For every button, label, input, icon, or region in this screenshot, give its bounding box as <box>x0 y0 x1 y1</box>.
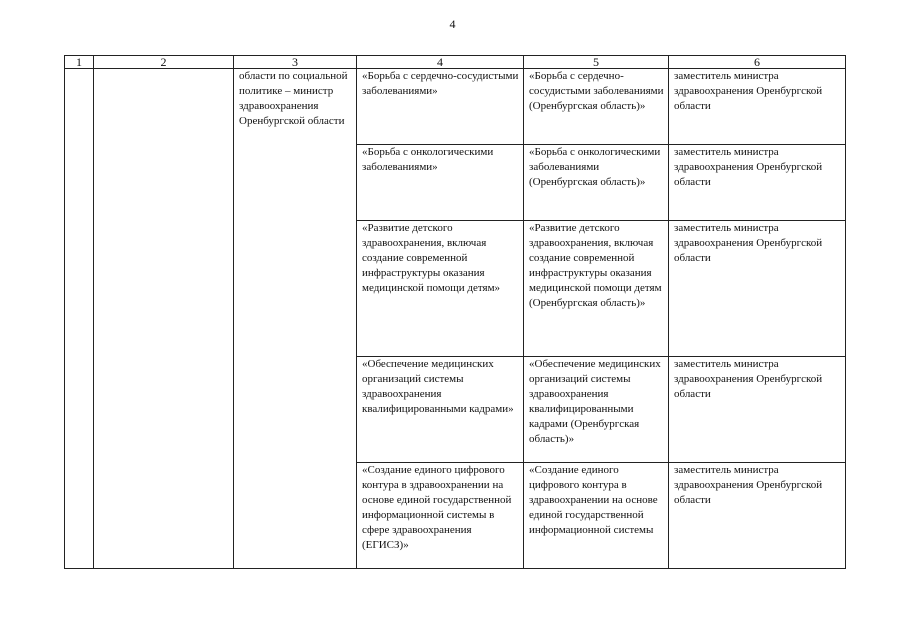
regional-project-text: «Обеспечение медицинских организаций системы здравоохранения квалифицированными кадрами (Оренбургская область)» <box>529 358 661 445</box>
column-1-cell <box>65 69 94 569</box>
responsible-official-text: области по социальной политике – министр здравоохранения Оренбургской области <box>239 70 348 127</box>
project-lead-text: заместитель министра здравоохранения Оренбургской области <box>674 146 823 188</box>
regional-project-cell <box>524 221 669 357</box>
table-row <box>65 69 846 145</box>
regional-project-text: «Создание единого цифрового контура в здравоохранении на основе единой государственной информационной системы <box>529 464 658 536</box>
column-header-3: 3 <box>234 56 357 69</box>
federal-project-cell <box>357 69 524 145</box>
regional-project-cell <box>524 357 669 463</box>
column-header-6: 6 <box>669 56 846 69</box>
table-header-row <box>65 56 846 69</box>
regional-project-text: «Борьба с онкологическими заболеваниями (Оренбургская область)» <box>529 146 661 188</box>
projects-table <box>64 55 846 569</box>
federal-project-cell <box>357 463 524 569</box>
project-lead-cell <box>669 221 846 357</box>
federal-project-text: «Обеспечение медицинских организаций системы здравоохранения квалифицированными кадрами» <box>362 358 514 415</box>
column-header-5: 5 <box>524 56 669 69</box>
project-lead-cell <box>669 463 846 569</box>
federal-project-cell <box>357 357 524 463</box>
federal-project-text: «Борьба с онкологическими заболеваниями» <box>362 146 494 173</box>
project-lead-text: заместитель министра здравоохранения Оренбургской области <box>674 70 823 112</box>
project-lead-text: заместитель министра здравоохранения Оренбургской области <box>674 222 823 264</box>
regional-project-text: «Развитие детского здравоохранения, включая создание современной инфраструктуры оказания медицинской помощи детям (Оренбургская область)» <box>529 222 662 309</box>
regional-project-text: «Борьба с сердечно-сосудистыми заболеваниями (Оренбургская область)» <box>529 70 664 112</box>
page-number: 4 <box>449 17 456 31</box>
project-lead-cell <box>669 145 846 221</box>
federal-project-cell <box>357 221 524 357</box>
column-header-2: 2 <box>94 56 234 69</box>
responsible-official-cell <box>234 69 357 569</box>
column-2-cell <box>94 69 234 569</box>
project-lead-text: заместитель министра здравоохранения Оренбургской области <box>674 464 823 506</box>
column-header-4: 4 <box>357 56 524 69</box>
federal-project-text: «Создание единого цифрового контура в здравоохранении на основе единой государственной информационной системы в сфере здравоохранения (ЕГИСЗ)» <box>362 464 512 551</box>
federal-project-text: «Развитие детского здравоохранения, включая создание современной инфраструктуры оказания медицинской помощи детям» <box>362 222 501 294</box>
regional-project-cell <box>524 69 669 145</box>
federal-project-cell <box>357 145 524 221</box>
regional-project-cell <box>524 145 669 221</box>
project-lead-text: заместитель министра здравоохранения Оренбургской области <box>674 358 823 400</box>
project-lead-cell <box>669 69 846 145</box>
column-header-1: 1 <box>65 56 94 69</box>
project-lead-cell <box>669 357 846 463</box>
regional-project-cell <box>524 463 669 569</box>
federal-project-text: «Борьба с сердечно-сосудистыми заболеваниями» <box>362 70 519 97</box>
